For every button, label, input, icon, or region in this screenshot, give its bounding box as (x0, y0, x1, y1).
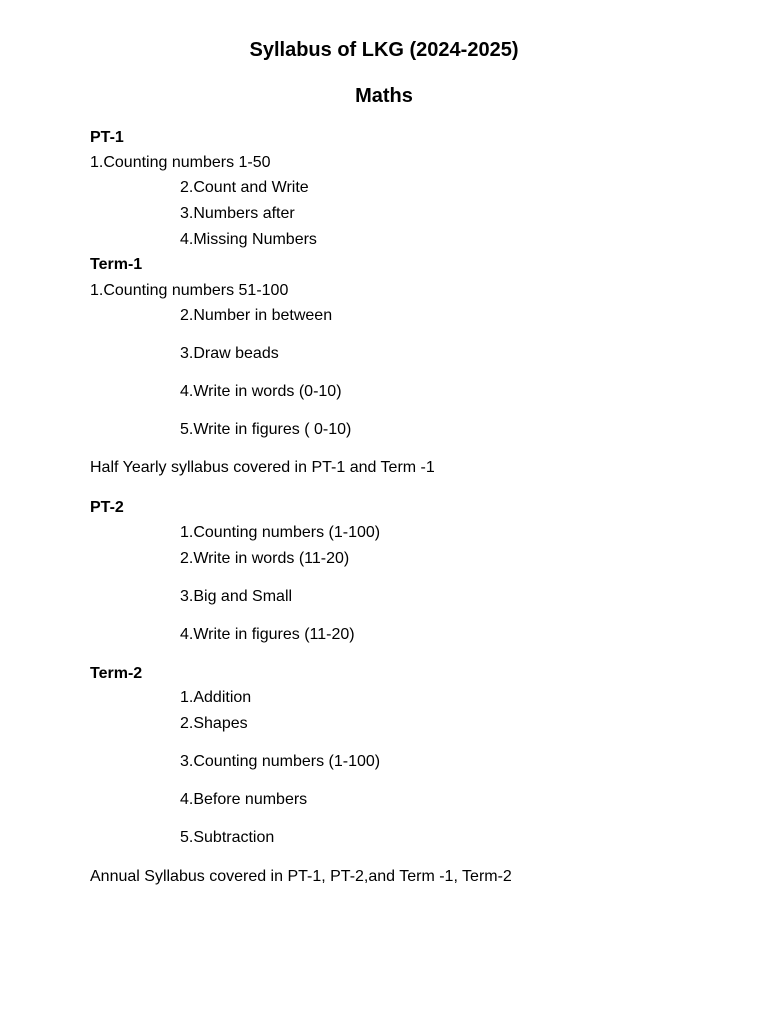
list-item: 4.Write in words (0-10) (180, 383, 342, 400)
section-heading-term1: Term-1 (90, 256, 143, 273)
list-item: 3.Draw beads (180, 345, 279, 362)
list-item: 5.Write in figures ( 0-10) (180, 421, 352, 438)
list-item: 1.Addition (180, 689, 252, 706)
subject-heading: Maths (355, 85, 413, 107)
list-item: 2.Shapes (180, 715, 248, 732)
list-item: 2.Number in between (180, 307, 333, 324)
list-item: 2.Count and Write (180, 179, 309, 196)
section-heading-pt2: PT-2 (90, 499, 124, 516)
list-item: 3.Counting numbers (1-100) (180, 753, 381, 770)
list-item: 3.Big and Small (180, 588, 293, 605)
document-title: Syllabus of LKG (2024-2025) (249, 39, 519, 61)
list-item: 4.Before numbers (180, 791, 308, 808)
list-item: 3.Numbers after (180, 205, 295, 222)
list-item: 2.Write in words (11-20) (180, 550, 350, 567)
section-heading-term2: Term-2 (90, 665, 143, 682)
list-item: 1.Counting numbers 1-50 (90, 154, 271, 171)
list-item: 5.Subtraction (180, 829, 275, 846)
list-item: 1.Counting numbers (1-100) (180, 524, 381, 541)
list-item: 4.Write in figures (11-20) (180, 626, 355, 643)
annual-note: Annual Syllabus covered in PT-1, PT-2,and Term -1, Term-2 (90, 868, 512, 885)
list-item: 4.Missing Numbers (180, 231, 317, 248)
half-yearly-note: Half Yearly syllabus covered in PT-1 and Term -1 (90, 459, 435, 476)
section-heading-pt1: PT-1 (90, 129, 124, 146)
list-item: 1.Counting numbers 51-100 (90, 282, 289, 299)
